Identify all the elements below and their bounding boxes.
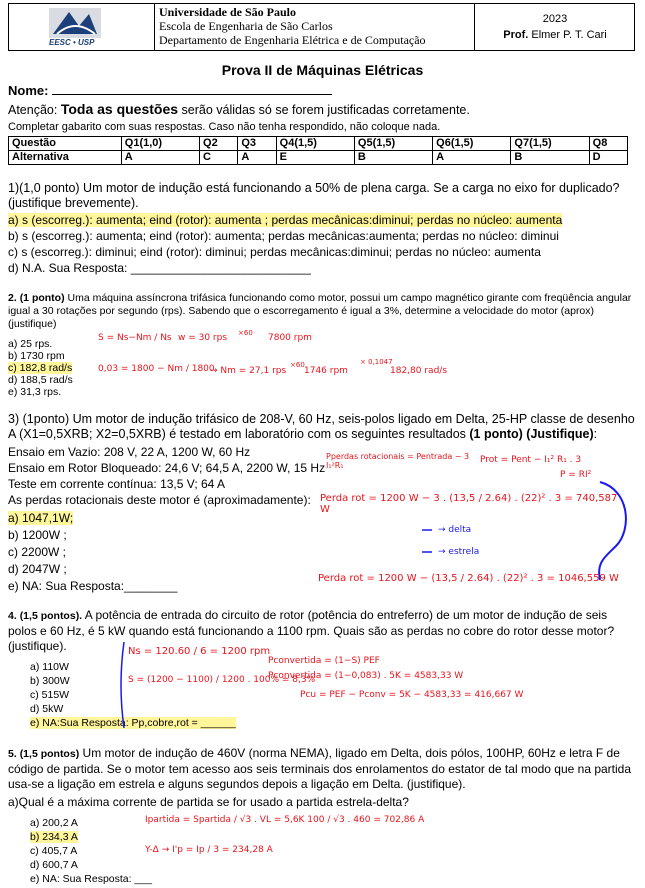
header-cell: Questão: [9, 137, 122, 151]
q1-option-d[interactable]: d) N.A. Sua Resposta: ___________________________: [8, 261, 311, 275]
q3-ink-arrows: [420, 470, 635, 590]
department-name: Departamento de Engenharia Elétrica e de Computação: [159, 33, 426, 47]
q4-option-e[interactable]: [30, 717, 236, 729]
prof-label: Prof.: [503, 29, 529, 41]
answer-cell[interactable]: B: [354, 151, 432, 165]
university-name: Universidade de São Paulo: [159, 5, 297, 19]
institution-block: [155, 4, 475, 50]
q5-option-e[interactable]: e) NA: Sua Resposta: ___: [30, 873, 152, 885]
header-cell: Q8: [589, 137, 627, 151]
q2-body: Uma máquina assíncrona trifásica funcionando como motor, possui um campo magnético girante com freqüência angular igual a 30 rotações por segundo (rps). Sabendo que o escorregamento é igual a 3%, determine a velocidade do motor (aprox) (justifique): [8, 292, 632, 330]
header-cell: Q7(1,5): [511, 137, 589, 151]
q3-line-cc: Teste em corrente contínua: 13,5 V; 64 A: [8, 477, 226, 491]
q4-points: (1,5 pontos).: [19, 610, 83, 622]
attention-line: [8, 102, 470, 118]
header-cell: Q2: [200, 137, 238, 151]
q5-option-c[interactable]: c) 405,7 A: [30, 845, 78, 857]
q2-text: [8, 292, 633, 331]
q3-note-prot: Prot = Pent − I₁² R₁ . 3: [480, 455, 582, 465]
q3-option-b[interactable]: b) 1200W ;: [8, 528, 67, 542]
q2-note-result: 182,80 rad/s: [390, 366, 448, 376]
q3-points: (1 ponto) (Justifique): [469, 427, 594, 441]
answer-table-header: [9, 137, 628, 151]
q3-colon: :: [593, 427, 598, 441]
header-cell: Q6(1,5): [433, 137, 511, 151]
q4-option-b[interactable]: b) 300W: [30, 675, 70, 687]
attention-prefix: Atenção:: [8, 103, 61, 117]
attention-suffix: serão válidas só se forem justificadas corretamente.: [178, 103, 470, 117]
q2-note-x01047: × 0,1047: [360, 358, 393, 366]
q3-option-a-label: a) 1047,1W;: [8, 511, 74, 525]
prof-name: Elmer P. T. Cari: [531, 29, 607, 41]
q2-points: (1 ponto): [19, 292, 65, 304]
q5-text: [8, 746, 638, 792]
q5-points: (1,5 pontos): [19, 748, 80, 760]
header-cell: Q5(1,5): [354, 137, 432, 151]
q3-note-delta-calc: Perda rot = 1200 W − 3 . (13,5 / 2.64) . (22)² . 3 = 740,587 W: [320, 493, 618, 515]
q1-option-b[interactable]: b) s (escorreg.): aumenta; eind (rotor): aumenta; perdas mecânicas:aumenta; perdas no núcleo: diminui: [8, 229, 559, 243]
q5-body: Um motor de indução de 460V (norma NEMA), ligado em Delta, dois pólos, 100HP, 60Hz e letra F de código de partida. Se o motor tem acesso aos seis terminais dos enrolamentos do estator de tal modo que na partida usa-se a ligação em estrela e alguns segundos depois a ligação em Delta. (justifique).: [8, 746, 632, 791]
q1-option-c[interactable]: c) s (escorreg.): diminui; eind (rotor): diminui; perdas mecânicas:diminui; perdas no núcleo: aumenta: [8, 245, 541, 259]
q1-option-a-label: a) s (escorreg.): aumenta; eind (rotor): aumenta ; perdas mecânicas:diminui; perdas no núcleo: aumenta: [8, 213, 563, 227]
q2-note-slip: S = Ns−Nm / Ns: [98, 333, 172, 343]
q3-option-a[interactable]: [8, 511, 73, 526]
q2-option-c[interactable]: [8, 362, 72, 374]
q3-body: 3) (1ponto) Um motor de indução trifásico de 208-V, 60 Hz, seis-polos ligado em Delta, 25-HP classe de desenho A (X1=0,5XRB; X2=0,5XRB) é testado em laboratório com os seguintes resultados: [8, 412, 635, 441]
q2-option-d[interactable]: d) 188,5 rad/s: [8, 374, 73, 386]
answer-cell[interactable]: A: [433, 151, 511, 165]
q3-note-perdas: Pperdas rotacionais = Pentrada − 3 I₁²R₁: [326, 452, 470, 470]
q5-note-ystar: Y-Δ → I'p = Ip / 3 = 234,28 A: [145, 845, 273, 855]
q3-note-estrela-calc: Perda rot = 1200 W − (13,5 / 2.64) . (22)² . 3 = 1046,559 W: [318, 573, 619, 584]
header-cell: Q3: [238, 137, 276, 151]
q3-option-d[interactable]: d) 2047W ;: [8, 562, 67, 576]
answer-table-row: [9, 151, 628, 165]
q4-note-pconv: Pconvertida = (1−S) PEF: [268, 656, 380, 666]
answer-table: [8, 136, 628, 165]
header-cell: Q4(1,5): [276, 137, 354, 151]
logo-text: EESC • USP: [49, 38, 95, 47]
exam-year: 2023: [542, 13, 568, 25]
q2-note-eq: 0,03 = 1800 − Nm / 1800: [98, 364, 215, 374]
q5-option-d[interactable]: d) 600,7 A: [30, 859, 78, 871]
q2-option-a[interactable]: a) 25 rps.: [8, 338, 53, 350]
answer-cell[interactable]: E: [276, 151, 354, 165]
q1-text: 1)(1,0 ponto) Um motor de indução está funcionando a 50% de plena carga. Se a carga no eixo for duplicado? (justifique brevemente).: [8, 181, 620, 210]
answer-cell[interactable]: D: [589, 151, 627, 165]
q5-option-b-label: b) 234,3 A: [30, 831, 78, 843]
q3-line-vazio: Ensaio em Vazio: 208 V, 22 A, 1200 W, 60 Hz: [8, 445, 251, 459]
q4-body: A potência de entrada do circuito de rotor (potência do entreferro) de um motor de indução de seis polos e 60 Hz, é 5 kW quando está funcionando a 1100 rpm. Quais são as perdas no cobre do rotor desse motor? (justifique).: [8, 608, 615, 653]
q2-note-7800: 7800 rpm: [268, 333, 312, 343]
q3-note-delta: → delta: [438, 525, 472, 535]
q2-number: 2.: [8, 292, 20, 304]
q4-option-e-label: e) NA:Sua Resposta: Pp,cobre,rot = ______: [30, 717, 236, 729]
q3-option-e[interactable]: e) NA: Sua Resposta:________: [8, 579, 178, 593]
header-cell: Q1(1,0): [121, 137, 199, 151]
q4-option-c[interactable]: c) 515W: [30, 689, 70, 701]
answer-cell[interactable]: B: [511, 151, 589, 165]
eesc-usp-logo: [9, 4, 155, 50]
q4-number: 4.: [8, 610, 20, 622]
q3-line-bloqueado: Ensaio em Rotor Bloqueado: 24,6 V; 64,5 A, 2200 W, 15 Hz: [8, 461, 326, 475]
q4-note-pcu: Pcu = PEF − Pconv = 5K − 4583,33 = 416,667 W: [300, 690, 524, 700]
q1-option-a[interactable]: [8, 213, 562, 228]
q4-note-s: S = (1200 − 1100) / 1200 . 100% = 8,3%: [128, 675, 316, 685]
q2-note-x60a: ×60: [238, 329, 253, 337]
header-box: [8, 3, 635, 51]
name-field[interactable]: [52, 82, 332, 95]
q5-option-a[interactable]: a) 200,2 A: [30, 817, 78, 829]
answer-cell[interactable]: C: [200, 151, 238, 165]
q3-text: [8, 412, 638, 442]
page-title: Prova II de Máquinas Elétricas: [221, 62, 424, 78]
q4-note-ns: Ns = 120.60 / 6 = 1200 rpm: [128, 646, 271, 657]
answer-cell: Alternativa: [9, 151, 122, 165]
q5-number: 5.: [8, 748, 20, 760]
q5-question: a)Qual é a máxima corrente de partida se for usado a partida estrela-delta?: [8, 795, 409, 809]
q4-text: [8, 608, 638, 654]
name-row: [8, 82, 332, 98]
q2-option-e[interactable]: e) 31,3 rps.: [8, 386, 62, 398]
q2-note-x60b: ×60: [290, 361, 305, 369]
q4-option-a[interactable]: a) 110W: [30, 661, 69, 673]
q3-line-question: As perdas rotacionais deste motor é (aproximadamente):: [8, 493, 311, 507]
q3-note-pri2: P = RI²: [560, 470, 592, 480]
q2-note-nm: → Nm = 27,1 rps: [210, 366, 287, 376]
q4-ink-bracket: [118, 640, 126, 730]
q4-note-pconv-calc: Pconvertida = (1−0,083) . 5K = 4583,33 W: [268, 671, 464, 681]
q2-note-1746: 1746 rpm: [304, 366, 348, 376]
q5-note-ipartida: Ipartida = Spartida / √3 . VL = 5,6K 100 / √3 . 460 = 702,86 A: [145, 815, 425, 825]
q3-option-c[interactable]: c) 2200W ;: [8, 545, 67, 559]
q2-note-w: w = 30 rps: [178, 333, 228, 343]
attention-bold: Toda as questões: [60, 101, 179, 117]
answer-cell[interactable]: A: [238, 151, 276, 165]
header-right: [476, 4, 634, 50]
q2-option-c-label: c) 182,8 rad/s: [8, 362, 73, 374]
answer-cell[interactable]: A: [121, 151, 199, 165]
q5-option-b[interactable]: [30, 831, 78, 843]
q4-option-d[interactable]: d) 5kW: [30, 703, 64, 715]
q2-option-b[interactable]: b) 1730 rpm: [8, 350, 65, 362]
q3-note-estrela: → estrela: [438, 547, 480, 557]
name-label: Nome:: [8, 83, 49, 98]
school-name: Escola de Engenharia de São Carlos: [159, 19, 333, 33]
instruction-text: Completar gabarito com suas respostas. Caso não tenha respondido, não coloque nada.: [8, 121, 441, 133]
